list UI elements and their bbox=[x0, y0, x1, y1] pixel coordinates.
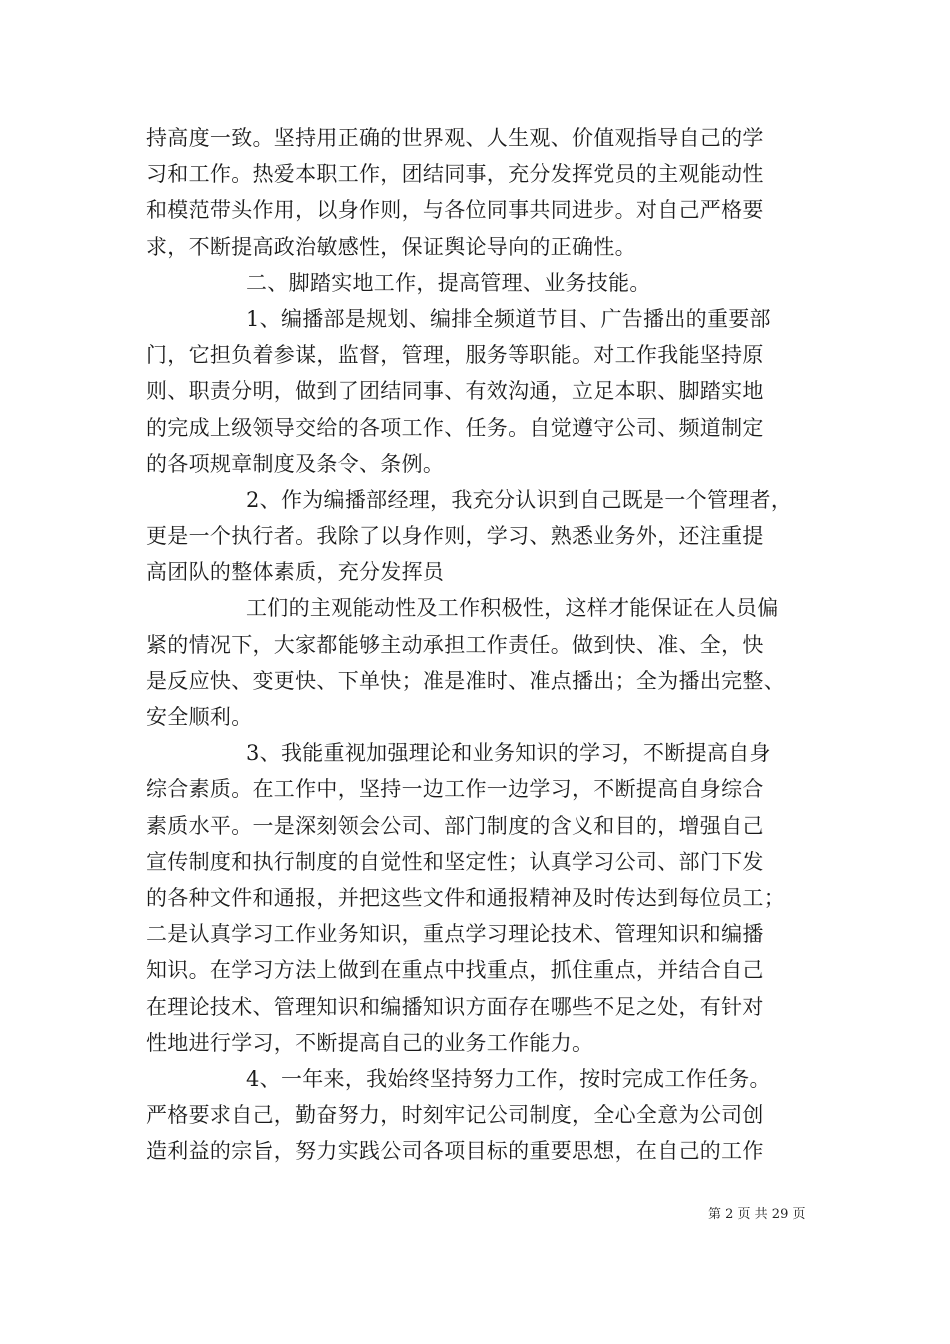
text-line: 综合素质。在工作中，坚持一边工作一边学习，不断提高自身综合 bbox=[146, 777, 764, 802]
text-line: 安全顺利。 bbox=[146, 705, 253, 729]
text-line: 严格要求自己，勤奋努力，时刻牢记公司制度，全心全意为公司创 bbox=[146, 1103, 764, 1128]
text-line: 和模范带头作用，以身作则，与各位同事共同进步。对自己严格要 bbox=[146, 198, 764, 223]
text-line: 工们的主观能动性及工作积极性，这样才能保证在人员偏 bbox=[246, 596, 779, 621]
text-line: 的完成上级领导交给的各项工作、任务。自觉遵守公司、频道制定 bbox=[146, 415, 764, 440]
text-line: 的各项规章制度及条令、条例。 bbox=[146, 451, 445, 476]
text-line: 则、职责分明，做到了团结同事、有效沟通，立足本职、脚踏实地 bbox=[146, 379, 764, 404]
text-line: 门，它担负着参谋，监督，管理，服务等职能。对工作我能坚持原 bbox=[146, 343, 764, 368]
text-line: 是反应快、变更快、下单快；准是准时、准点播出；全为播出完整、 bbox=[146, 668, 785, 693]
text-line: 更是一个执行者。我除了以身作则，学习、熟悉业务外，还注重提 bbox=[146, 524, 764, 549]
text-line: 紧的情况下，大家都能够主动承担工作责任。做到快、准、全，快 bbox=[146, 632, 764, 657]
text-line: 素质水平。一是深刻领会公司、部门制度的含义和目的，增强自己 bbox=[146, 813, 764, 838]
text-line: 的各种文件和通报，并把这些文件和通报精神及时传达到每位员工； bbox=[146, 885, 785, 910]
text-line: 二是认真学习工作业务知识，重点学习理论技术、管理知识和编播 bbox=[146, 922, 764, 947]
text-line: 习和工作。热爱本职工作，团结同事，充分发挥党员的主观能动性 bbox=[146, 162, 764, 187]
text-line: 高团队的整体素质，充分发挥员 bbox=[146, 560, 445, 585]
text-line: 求，不断提高政治敏感性，保证舆论导向的正确性。 bbox=[146, 234, 636, 259]
document-body bbox=[146, 120, 826, 1169]
text-line: 知识。在学习方法上做到在重点中找重点，抓住重点，并结合自己 bbox=[146, 958, 764, 983]
text-line: 宣传制度和执行制度的自觉性和坚定性；认真学习公司、部门下发 bbox=[146, 849, 764, 874]
text-line: 4、一年来，我始终坚持努力工作，按时完成工作任务。 bbox=[246, 1066, 771, 1091]
text-line: 在理论技术、管理知识和编播知识方面存在哪些不足之处，有针对 bbox=[146, 994, 764, 1019]
page-footer: 第 2 页 共 29 页 bbox=[708, 1207, 806, 1222]
text-line: 1、编播部是规划、编排全频道节目、广告播出的重要部 bbox=[246, 306, 771, 331]
text-line: 3、我能重视加强理论和业务知识的学习，不断提高自身 bbox=[246, 741, 771, 766]
text-line: 二、脚踏实地工作，提高管理、业务技能。 bbox=[246, 270, 651, 295]
text-line: 持高度一致。坚持用正确的世界观、人生观、价值观指导自己的学 bbox=[146, 126, 764, 150]
text-line: 造利益的宗旨，努力实践公司各项目标的重要思想，在自己的工作 bbox=[146, 1139, 764, 1164]
text-line: 2、作为编播部经理，我充分认识到自己既是一个管理者， bbox=[246, 487, 793, 512]
text-line: 性地进行学习，不断提高自己的业务工作能力。 bbox=[146, 1030, 594, 1055]
